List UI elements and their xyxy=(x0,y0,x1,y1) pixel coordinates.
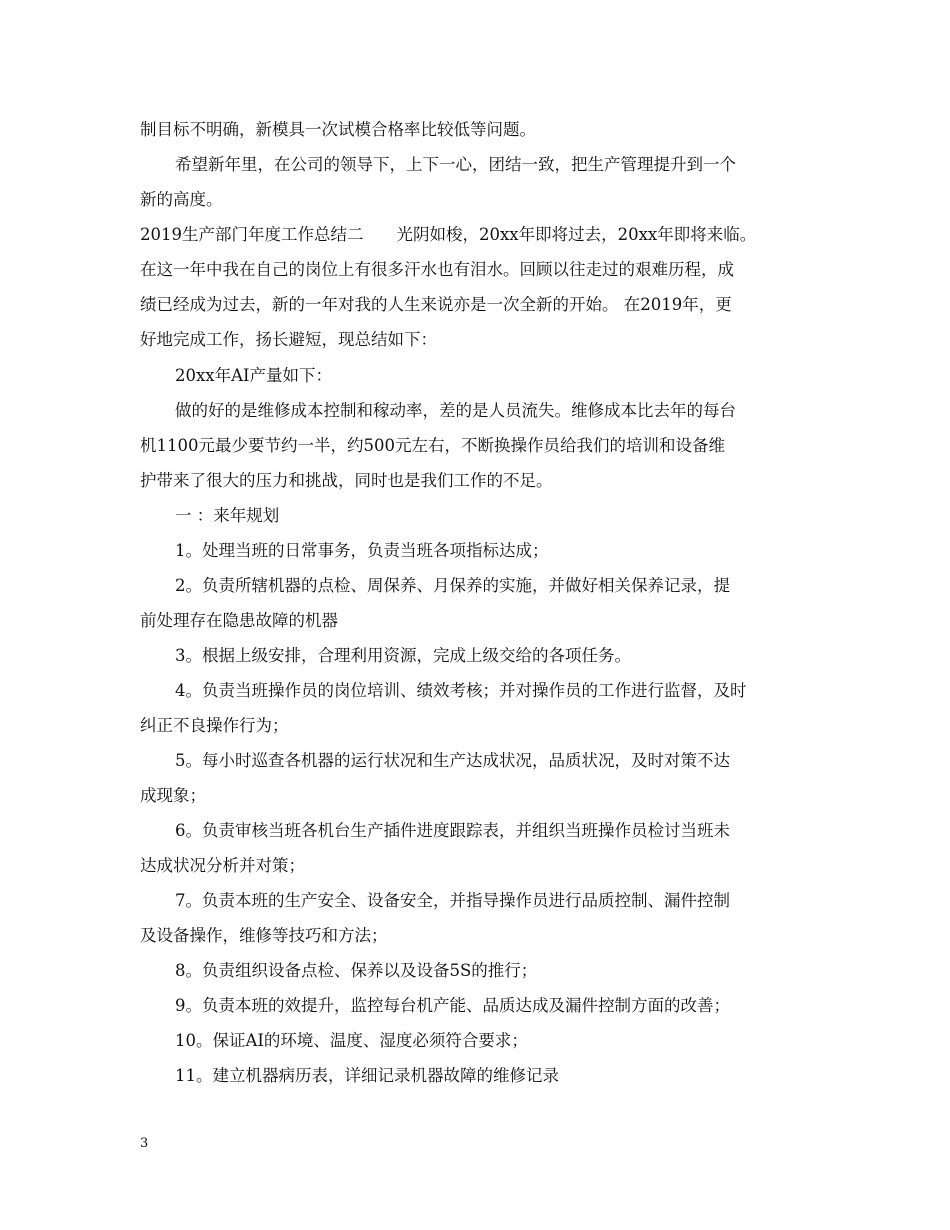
text-line: 在这一年中我在自己的岗位上有很多汗水也有泪水。回顾以往走过的艰难历程，成 xyxy=(140,260,734,279)
text-line: 1。处理当班的日常事务，负责当班各项指标达成； xyxy=(175,541,549,560)
text-line: 9。负责本班的效提升，监控每台机产能、品质达成及漏件控制方面的改善； xyxy=(175,996,730,1015)
text-line: 成现象； xyxy=(140,786,206,805)
text-line: 达成状况分析并对策； xyxy=(140,856,305,875)
text-line: 7。负责本班的生产安全、设备安全，并指导操作员进行品质控制、漏件控制 xyxy=(175,891,730,910)
text-line: 新的高度。 xyxy=(140,190,223,209)
text-line: 纠正不良操作行为； xyxy=(140,716,289,735)
text-line: 5。每小时巡查各机器的运行状况和生产达成状况，品质状况，及时对策不达 xyxy=(175,751,730,770)
text-line: 2。负责所辖机器的点检、周保养、月保养的实施，并做好相关保养记录，提 xyxy=(175,576,730,595)
text-line: 3。根据上级安排，合理利用资源，完成上级交给的各项任务。 xyxy=(175,646,631,665)
text-line: 前处理存在隐患故障的机器 xyxy=(140,611,338,630)
text-line: 机1100元最少要节约一半，约500元左右，不断换操作员给我们的培训和设备维 xyxy=(140,436,725,455)
page-number: 3 xyxy=(140,1136,149,1151)
text-line: 及设备操作，维修等技巧和方法； xyxy=(140,926,388,945)
text-line: 2019生产部门年度工作总结二 光阴如梭，20xx年即将过去，20xx年即将来临。 xyxy=(140,225,757,244)
text-line: 护带来了很大的压力和挑战，同时也是我们工作的不足。 xyxy=(140,471,553,490)
text-line: 制目标不明确，新模具一次试模合格率比较低等问题。 xyxy=(140,120,536,139)
text-line: 4。负责当班操作员的岗位培训、绩效考核；并对操作员的工作进行监督，及时 xyxy=(175,681,747,700)
text-line: 8。负责组织设备点检、保养以及设备5S的推行； xyxy=(175,961,538,980)
text-line: 11。建立机器病历表，详细记录机器故障的维修记录 xyxy=(175,1066,559,1085)
text-line: 好地完成工作，扬长避短，现总结如下： xyxy=(140,330,437,349)
text-line: 希望新年里，在公司的领导下，上下一心，团结一致，把生产管理提升到一个 xyxy=(175,155,736,174)
text-line: 做的好的是维修成本控制和稼动率，差的是人员流失。维修成本比去年的每台 xyxy=(175,401,736,420)
text-line: 一 ：来年规划 xyxy=(175,506,280,525)
text-line: 6。负责审核当班各机台生产插件进度跟踪表，并组织当班操作员检讨当班未 xyxy=(175,821,730,840)
text-line: 20xx年AI产量如下： xyxy=(175,366,333,385)
text-line: 绩已经成为过去，新的一年对我的人生来说亦是一次全新的开始。 在2019年，更 xyxy=(140,295,732,314)
text-line: 10。保证AI的环境、温度、湿度必须符合要求； xyxy=(175,1031,528,1050)
